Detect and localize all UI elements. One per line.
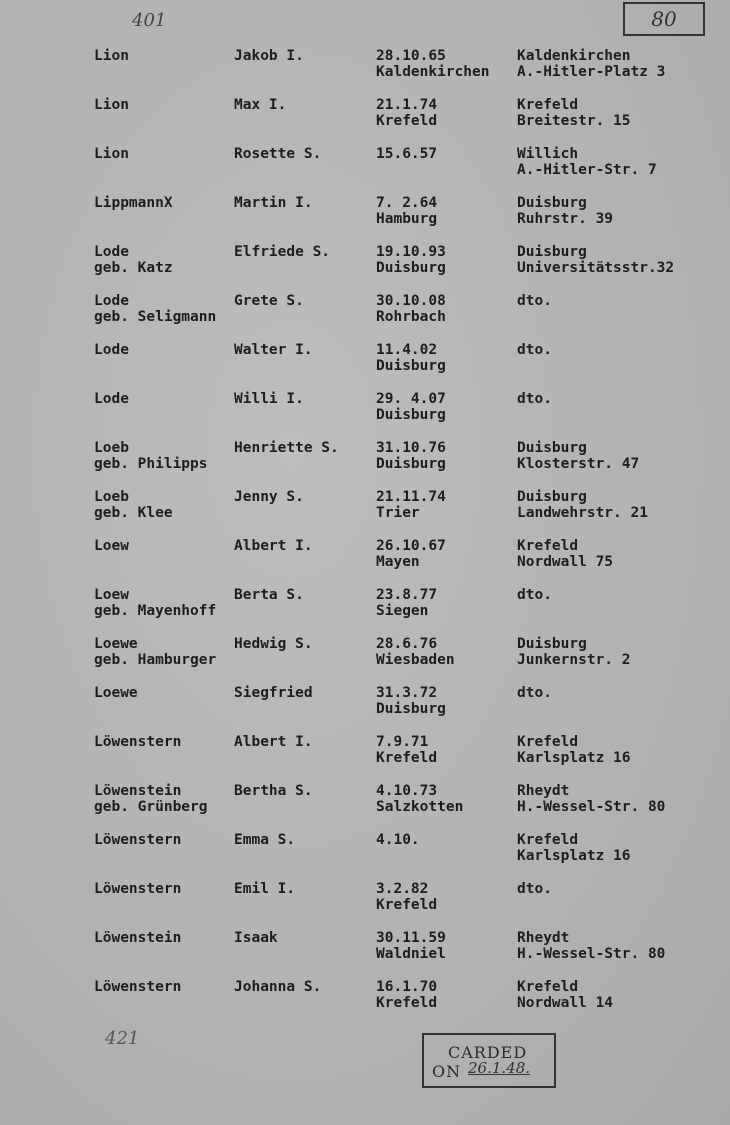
residence-street: A.-Hitler-Platz 3 [517,64,666,80]
person-row [0,48,730,97]
birth-cell [376,489,446,521]
given-name: Henriette S. [234,440,339,456]
surname: Löwenstern [94,881,182,897]
person-row [0,97,730,146]
name-cell [94,636,216,668]
residence-city: Duisburg [517,244,587,260]
name-cell [94,783,208,815]
page-number-box [623,2,705,36]
person-row [0,881,730,930]
birthplace: Krefeld [376,113,438,129]
person-row [0,293,730,342]
surname: Lode [94,244,129,260]
birth-cell [376,832,420,848]
surname: Loeb [94,440,129,456]
surname: Löwenstein [94,783,182,799]
birth-cell [376,97,437,129]
name-cell [94,244,173,276]
given-name: Rosette S. [234,146,322,162]
surname: Löwenstein [94,930,182,946]
given-name: Albert I. [234,538,313,554]
person-row [0,195,730,244]
birthplace: Wiesbaden [376,652,455,668]
person-row [0,979,730,1028]
name-cell [94,391,129,407]
person-row [0,440,730,489]
residence-cell [517,440,639,472]
person-row [0,587,730,636]
given-name: Max I. [234,97,287,113]
residence-cell [517,881,552,897]
person-row [0,342,730,391]
birth-date: 11.4.02 [376,342,438,358]
person-row [0,832,730,881]
birth-date: 15.6.57 [376,146,438,162]
maiden-name: geb. Mayenhoff [94,603,217,619]
given-name: Bertha S. [234,783,313,799]
given-name: Johanna S. [234,979,322,995]
residence-cell [517,979,613,1011]
given-name-cell [234,538,313,554]
name-cell [94,538,129,554]
residence-city: Duisburg [517,195,587,211]
given-name: Grete S. [234,293,304,309]
given-name-cell [234,293,304,309]
residence-city: dto. [517,587,552,603]
residence-cell [517,783,665,815]
residence-street: Ruhrstr. 39 [517,211,614,227]
given-name-cell [234,489,304,505]
person-row [0,538,730,587]
residence-city: dto. [517,685,552,701]
page-number: 80 [651,7,677,31]
given-name: Siegfried [234,685,313,701]
residence-cell [517,342,552,358]
residence-street: Klosterstr. 47 [517,456,640,472]
residence-cell [517,489,648,521]
birthplace: Hamburg [376,211,438,227]
person-row [0,930,730,979]
surname: Löwenstern [94,734,182,750]
birthplace: Mayen [376,554,420,570]
birth-cell [376,244,446,276]
birth-cell [376,146,437,162]
name-cell [94,930,181,946]
handwritten-note-bottom: 421 [105,1028,140,1049]
residence-city: dto. [517,881,552,897]
birth-cell [376,636,455,668]
given-name: Albert I. [234,734,313,750]
residence-city: dto. [517,391,552,407]
surname: Loew [94,538,129,554]
given-name-cell [234,587,304,603]
surname: Loeb [94,489,129,505]
residence-street: Junkernstr. 2 [517,652,631,668]
birth-cell [376,930,446,962]
residence-cell [517,391,552,407]
residence-city: Krefeld [517,832,579,848]
handwritten-note-top: 401 [132,10,167,31]
birthplace: Duisburg [376,358,446,374]
birthplace: Krefeld [376,897,438,913]
birthplace: Rohrbach [376,309,446,325]
name-cell [94,195,173,211]
given-name: Hedwig S. [234,636,313,652]
residence-city: Krefeld [517,97,579,113]
surname: Loew [94,587,129,603]
residence-street: Breitestr. 15 [517,113,631,129]
birth-date: 31.10.76 [376,440,446,456]
birth-date: 23.8.77 [376,587,438,603]
residence-cell [517,244,674,276]
residence-street: Nordwall 14 [517,995,614,1011]
birth-cell [376,440,446,472]
residence-city: Duisburg [517,636,587,652]
birth-date: 21.1.74 [376,97,438,113]
surname: Loewe [94,636,138,652]
stamp-line-carded: CARDED [448,1043,528,1062]
stamp-line-on: ON [432,1062,462,1081]
person-row [0,146,730,195]
given-name-cell [234,979,321,995]
surname: Löwenstern [94,832,182,848]
given-name-cell [234,685,313,701]
birthplace: Duisburg [376,407,446,423]
given-name-cell [234,244,330,260]
carded-stamp [422,1033,556,1088]
person-row [0,783,730,832]
residence-city: Krefeld [517,734,579,750]
residence-street: A.-Hitler-Str. 7 [517,162,657,178]
given-name-cell [234,342,313,358]
residence-cell [517,587,552,603]
residence-cell [517,685,552,701]
name-cell [94,685,138,701]
maiden-name: geb. Katz [94,260,173,276]
residence-cell [517,734,631,766]
residence-cell [517,636,631,668]
residence-street: Karlsplatz 16 [517,750,631,766]
birth-cell [376,979,437,1011]
birth-date: 4.10. [376,832,420,848]
name-cell [94,146,129,162]
birthplace: Waldniel [376,946,446,962]
surname: Lode [94,293,129,309]
stamp-date: 26.1.48. [468,1059,531,1077]
given-name-cell [234,391,304,407]
birth-cell [376,195,437,227]
maiden-name: geb. Seligmann [94,309,217,325]
given-name-cell [234,734,313,750]
residence-cell [517,146,657,178]
person-row [0,391,730,440]
birth-cell [376,734,437,766]
person-row [0,489,730,538]
residence-street: Universitätsstr.32 [517,260,675,276]
given-name: Martin I. [234,195,313,211]
birthplace: Krefeld [376,995,438,1011]
surname: Löwenstern [94,979,182,995]
name-cell [94,881,181,897]
residence-city: Krefeld [517,979,579,995]
maiden-name: geb. Klee [94,505,173,521]
name-cell [94,979,181,995]
birthplace: Krefeld [376,750,438,766]
birth-date: 3.2.82 [376,881,429,897]
given-name: Emma S. [234,832,296,848]
person-list [0,48,730,1028]
given-name-cell [234,97,286,113]
residence-city: Krefeld [517,538,579,554]
name-cell [94,48,129,64]
name-cell [94,293,216,325]
residence-city: Rheydt [517,783,570,799]
residence-street: H.-Wessel-Str. 80 [517,799,666,815]
residence-city: Kaldenkirchen [517,48,631,64]
maiden-name: geb. Grünberg [94,799,208,815]
residence-cell [517,930,665,962]
residence-cell [517,97,631,129]
given-name: Willi I. [234,391,304,407]
given-name-cell [234,48,304,64]
maiden-name: geb. Philipps [94,456,208,472]
given-name-cell [234,195,313,211]
birthplace: Salzkotten [376,799,464,815]
birth-date: 30.10.08 [376,293,446,309]
birthplace: Duisburg [376,260,446,276]
given-name-cell [234,146,321,162]
residence-city: dto. [517,293,552,309]
name-cell [94,342,129,358]
residence-cell [517,195,613,227]
person-row [0,734,730,783]
surname: Lion [94,146,129,162]
name-cell [94,587,216,619]
name-cell [94,489,173,521]
residence-street: Karlsplatz 16 [517,848,631,864]
residence-cell [517,832,631,864]
given-name: Emil I. [234,881,296,897]
birthplace: Siegen [376,603,429,619]
birth-date: 19.10.93 [376,244,446,260]
birth-date: 21.11.74 [376,489,446,505]
birth-date: 16.1.70 [376,979,438,995]
name-cell [94,734,181,750]
birthplace: Duisburg [376,456,446,472]
residence-cell [517,538,613,570]
surname: Loewe [94,685,138,701]
birth-cell [376,293,446,325]
surname: Lode [94,342,129,358]
given-name-cell [234,881,295,897]
birth-cell [376,48,490,80]
surname: LippmannX [94,195,173,211]
birth-date: 28.10.65 [376,48,446,64]
birth-cell [376,538,446,570]
surname: Lion [94,97,129,113]
birth-date: 31.3.72 [376,685,438,701]
birth-date: 4.10.73 [376,783,438,799]
surname: Lode [94,391,129,407]
person-row [0,244,730,293]
given-name-cell [234,930,278,946]
birth-date: 7.9.71 [376,734,429,750]
given-name-cell [234,440,339,456]
birth-date: 26.10.67 [376,538,446,554]
birthplace: Trier [376,505,420,521]
birth-date: 7. 2.64 [376,195,438,211]
birth-date: 30.11.59 [376,930,446,946]
person-row [0,685,730,734]
given-name: Isaak [234,930,278,946]
name-cell [94,440,208,472]
residence-city: Duisburg [517,440,587,456]
name-cell [94,97,129,113]
residence-street: Landwehrstr. 21 [517,505,648,521]
birth-cell [376,685,446,717]
given-name-cell [234,832,295,848]
birth-cell [376,342,446,374]
given-name: Berta S. [234,587,304,603]
residence-street: H.-Wessel-Str. 80 [517,946,666,962]
given-name-cell [234,783,313,799]
given-name-cell [234,636,313,652]
residence-cell [517,293,552,309]
residence-street: Nordwall 75 [517,554,614,570]
birth-date: 29. 4.07 [376,391,446,407]
birthplace: Kaldenkirchen [376,64,490,80]
given-name: Walter I. [234,342,313,358]
person-row [0,636,730,685]
given-name: Jenny S. [234,489,304,505]
maiden-name: geb. Hamburger [94,652,217,668]
birthplace: Duisburg [376,701,446,717]
birth-cell [376,881,437,913]
name-cell [94,832,181,848]
birth-cell [376,587,437,619]
birth-date: 28.6.76 [376,636,438,652]
given-name: Elfriede S. [234,244,331,260]
given-name: Jakob I. [234,48,304,64]
residence-cell [517,48,665,80]
surname: Lion [94,48,129,64]
birth-cell [376,783,463,815]
residence-city: Willich [517,146,579,162]
residence-city: Duisburg [517,489,587,505]
residence-city: dto. [517,342,552,358]
birth-cell [376,391,446,423]
residence-city: Rheydt [517,930,570,946]
